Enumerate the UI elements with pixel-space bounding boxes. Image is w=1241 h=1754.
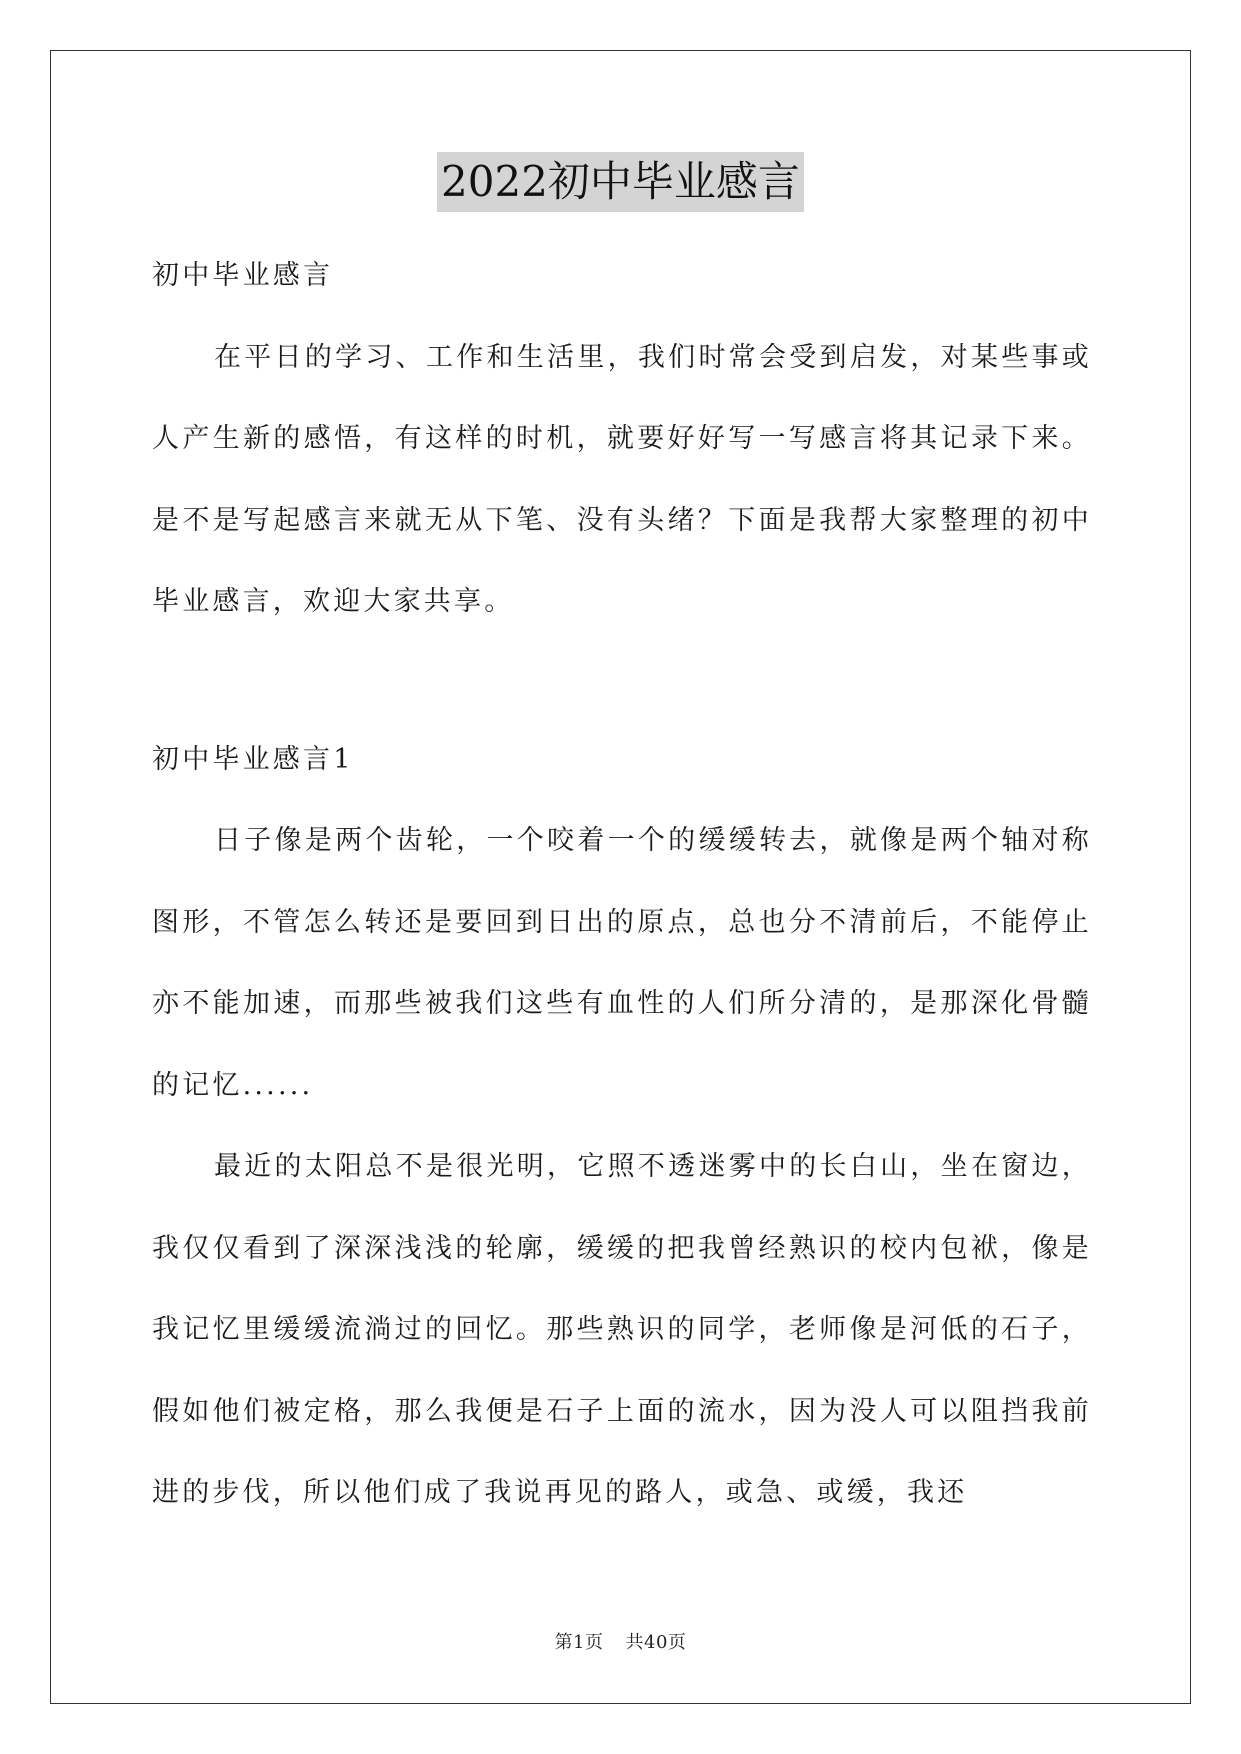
page-number: 第1页 <box>554 1632 604 1653</box>
title-container <box>0 152 1241 212</box>
subtitle: 初中毕业感言 <box>152 260 334 291</box>
document-title: 2022初中毕业感言 <box>437 152 804 212</box>
document-body <box>152 235 1092 1534</box>
section-heading: 初中毕业感言1 <box>152 743 354 775</box>
body-paragraph-1: 日子像是两个齿轮，一个咬着一个的缓缓转去，就像是两个轴对称图形，不管怎么转还是要回到日出的原点，总也分不清前后，不能停止亦不能加速，而那些被我们这些有血性的人们所分清的，是那深化骨髓的记忆...... <box>152 825 1092 1101</box>
page-footer <box>0 1628 1241 1654</box>
section-gap <box>152 643 1092 719</box>
body-paragraph-2: 最近的太阳总不是很光明，它照不透迷雾中的长白山，坐在窗边，我仅仅看到了深深浅浅的轮廓，缓缓的把我曾经熟识的校内包袱，像是我记忆里缓缓流淌过的回忆。那些熟识的同学，老师像是河低的石子，假如他们被定格，那么我便是石子上面的流水，因为没人可以阻挡我前进的步伐，所以他们成了我说再见的路人，或急、或缓，我还 <box>152 1151 1092 1508</box>
page-total: 共40页 <box>625 1632 687 1653</box>
intro-paragraph: 在平日的学习、工作和生活里，我们时常会受到启发，对某些事或人产生新的感悟，有这样的时机，就要好好写一写感言将其记录下来。是不是写起感言来就无从下笔、没有头绪？下面是我帮大家整理的初中毕业感言，欢迎大家共享。 <box>152 341 1092 617</box>
